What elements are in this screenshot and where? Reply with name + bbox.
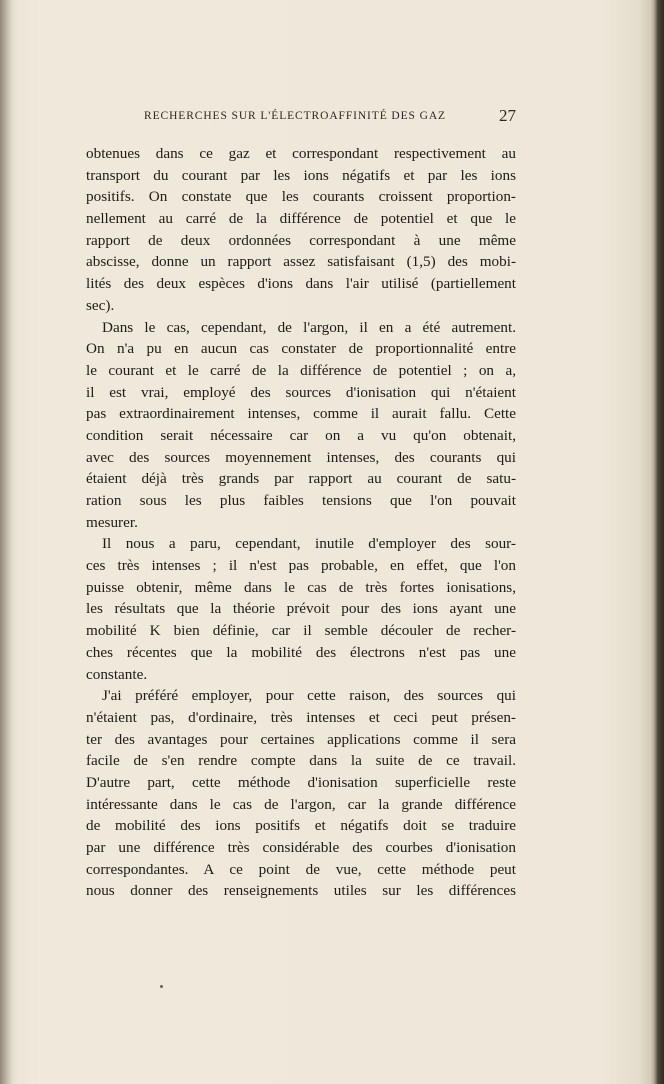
text-line: constante. <box>86 665 148 683</box>
text-line: par une différence très considérable des courbes d'ionisation <box>86 839 516 856</box>
text-line: obtenues dans ce gaz et correspondant respectivement au <box>86 145 516 162</box>
text-line: avec des sources moyennement intenses, des courants qui <box>86 448 516 466</box>
text-line: On n'a pu en aucun cas constater de proportionnalité entre <box>86 340 516 358</box>
text-line: condition serait nécessaire car on a vu qu'on obtenait, <box>86 426 516 444</box>
text-line: sec). <box>86 296 115 314</box>
text-line: mobilité K bien définie, car il semble découler de recher- <box>86 622 516 640</box>
text-line: ter des avantages pour certaines applications comme il sera <box>86 730 516 748</box>
page-edge <box>650 0 664 1084</box>
text-line: abscisse, donne un rapport assez satisfaisant (1,5) des mobi- <box>86 253 516 271</box>
text-line: le courant et le carré de la différence de potentiel ; on a, <box>86 361 516 379</box>
text-line: nous donner des renseignements utiles sur les différences <box>86 882 516 900</box>
running-title: RECHERCHES SUR L'ÉLECTROAFFINITÉ DES GAZ <box>144 110 446 122</box>
text-line: puisse obtenir, même dans le cas de très fortes ionisations, <box>86 578 516 596</box>
text-line: mesurer. <box>86 513 138 531</box>
text-line: ces très intenses ; il n'est pas probable, en effet, que l'on <box>86 557 516 575</box>
text-line: positifs. On constate que les courants croissent proportion- <box>86 188 516 206</box>
paragraph-start-line: Dans le cas, cependant, de l'argon, il en a été autrement. <box>102 318 516 336</box>
text-line: correspondantes. A ce point de vue, cette méthode peut <box>86 860 516 878</box>
text-line: ration sous les plus faibles tensions que l'on pouvait <box>86 492 516 509</box>
text-line: n'étaient pas, d'ordinaire, très intenses et ceci peut présen- <box>86 708 516 726</box>
page-number: 27 <box>499 106 516 125</box>
text-line: facile de s'en rendre compte dans la suite de ce travail. <box>86 752 516 770</box>
running-head <box>86 106 516 128</box>
paragraph-start-line: J'ai préféré employer, pour cette raison, des sources qui <box>102 687 516 705</box>
text-line: ches récentes que la mobilité des électrons n'est pas une <box>86 643 516 661</box>
text-line: rapport de deux ordonnées correspondant à une même <box>86 231 516 249</box>
body-text <box>86 143 516 902</box>
paragraph-start-line: Il nous a paru, cependant, inutile d'employer des sour- <box>102 535 516 553</box>
text-line: étaient déjà très grands par rapport au courant de satu- <box>86 470 516 488</box>
text-line: transport du courant par les ions négatifs et par les ions <box>86 166 516 184</box>
text-line: de mobilité des ions positifs et négatifs doit se traduire <box>86 817 516 835</box>
page-gutter-shadow <box>0 0 12 1084</box>
paper-speck <box>160 985 163 988</box>
text-line: lités des deux espèces d'ions dans l'air utilisé (partiellement <box>86 275 516 293</box>
text-line: nellement au carré de la différence de potentiel et que le <box>86 210 516 228</box>
text-line: les résultats que la théorie prévoit pour des ions ayant une <box>86 600 516 618</box>
text-line: intéressante dans le cas de l'argon, car la grande différence <box>86 795 516 813</box>
text-line: D'autre part, cette méthode d'ionisation superficielle reste <box>86 773 516 791</box>
text-line: pas extraordinairement intenses, comme il aurait fallu. Cette <box>86 405 516 423</box>
text-line: il est vrai, employé des sources d'ionisation qui n'étaient <box>86 383 516 401</box>
